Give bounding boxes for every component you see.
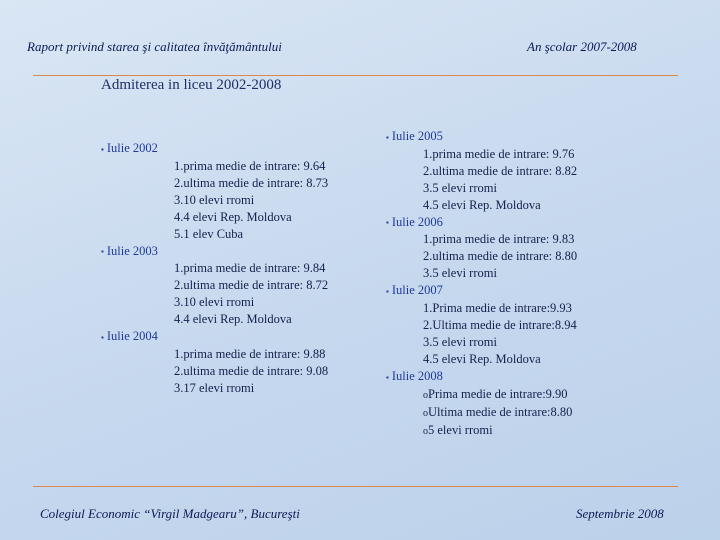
list-item: 2.ultima medie de intrare: 8.80 [423, 249, 578, 264]
year-heading: ▪ Iulie 2004 [101, 329, 158, 344]
bullet-icon: ▪ [386, 218, 389, 228]
footer-school-name: Colegiul Economic “Virgil Madgearu”, Bucureşti [40, 506, 300, 521]
list-item: 1.prima medie de intrare: 9.83 [423, 232, 575, 247]
list-item: o5 elevi rromi [423, 422, 493, 437]
list-item: 1.prima medie de intrare: 9.64 [174, 158, 326, 173]
circle-bullet-icon: o [423, 407, 428, 419]
list-item: 5.1 elev Cuba [174, 226, 244, 241]
list-item: 4.4 elevi Rep. Moldova [174, 209, 292, 224]
circle-bullet-icon: o [423, 425, 428, 437]
footer-date: Septembrie 2008 [576, 506, 664, 521]
list-item: 4.5 elevi Rep. Moldova [423, 197, 541, 212]
header-report-title: Raport privind starea şi calitatea învăţământului [27, 39, 282, 54]
list-item: 3.5 elevi rromi [423, 180, 497, 195]
year-heading: ▪ Iulie 2005 [386, 129, 443, 143]
list-item: 3.5 elevi rromi [423, 334, 497, 349]
right-column [386, 128, 577, 440]
circle-bullet-icon: o [423, 389, 428, 401]
list-item: oUltima medie de intrare:8.80 [423, 404, 573, 419]
list-item: 2.ultima medie de intrare: 8.82 [423, 163, 578, 178]
list-item: 3.10 elevi rromi [174, 295, 255, 310]
year-heading: ▪ Iulie 2007 [386, 283, 443, 298]
list-item: 4.5 elevi Rep. Moldova [423, 351, 541, 366]
year-heading: ▪ Iulie 2002 [101, 141, 158, 155]
year-heading: ▪ Iulie 2003 [101, 243, 158, 258]
list-item: 3.10 elevi rromi [174, 192, 255, 207]
list-item: 2.Ultima medie de intrare:8.94 [423, 317, 577, 332]
year-heading: ▪ Iulie 2006 [386, 214, 443, 229]
list-item: 1.Prima medie de intrare:9.93 [423, 300, 572, 315]
slide-title: Admiterea in liceu 2002-2008 [101, 77, 282, 93]
bullet-icon: ▪ [101, 332, 104, 342]
year-heading: ▪ Iulie 2008 [386, 368, 443, 383]
bullet-icon: ▪ [386, 372, 389, 382]
list-item: 2.ultima medie de intrare: 8.73 [174, 175, 329, 190]
left-column [101, 140, 328, 397]
list-item: 3.17 elevi rromi [174, 380, 255, 395]
list-item: 3.5 elevi rromi [423, 266, 497, 281]
bullet-icon: ▪ [386, 286, 389, 296]
bullet-icon: ▪ [386, 132, 389, 142]
list-item: 4.4 elevi Rep. Moldova [174, 312, 292, 327]
header-school-year: An şcolar 2007-2008 [527, 39, 637, 54]
bullet-icon: ▪ [101, 247, 104, 257]
list-item: 1.prima medie de intrare: 9.88 [174, 346, 326, 361]
list-item: 2.ultima medie de intrare: 9.08 [174, 363, 329, 378]
list-item: 1.prima medie de intrare: 9.84 [174, 261, 326, 276]
list-item: 2.ultima medie de intrare: 8.72 [174, 278, 329, 293]
bullet-icon: ▪ [101, 144, 104, 154]
list-item: 1.prima medie de intrare: 9.76 [423, 146, 575, 161]
footer-divider [33, 486, 678, 487]
list-item: oPrima medie de intrare:9.90 [423, 386, 568, 401]
header-divider [33, 75, 678, 76]
